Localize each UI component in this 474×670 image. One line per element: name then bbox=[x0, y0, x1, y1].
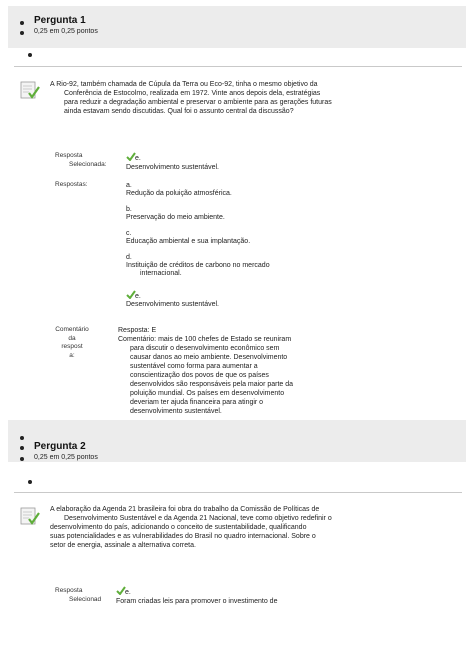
option-b-letter: b. bbox=[126, 206, 132, 213]
comment-line: sustentável como forma para aumentar a bbox=[130, 363, 258, 370]
selected-answer-label: Resposta Selecionada: bbox=[55, 152, 107, 168]
bullet-icon bbox=[20, 436, 24, 440]
comment-line: Resposta: E bbox=[118, 327, 157, 334]
comment-line: deveriam ter ajuda financeira para atingir o bbox=[130, 399, 264, 406]
option-a-letter: a. bbox=[126, 182, 132, 189]
comment-line: para discutir o desenvolvimento econômico sem bbox=[130, 345, 280, 352]
bullet-icon bbox=[20, 31, 24, 35]
question-text-line: ainda estavam sendo discutidas. Qual foi o assunto central da discussão? bbox=[64, 108, 294, 115]
bullet-icon bbox=[28, 53, 32, 57]
question-text-line: A Rio-92, também chamada de Cúpula da Terra ou Eco-92, tinha o mesmo objetivo da bbox=[50, 81, 318, 88]
question-1-text bbox=[50, 80, 460, 116]
option-c-letter: c. bbox=[126, 230, 132, 237]
selected-answer-text: Foram criadas leis para promover o investimento de bbox=[116, 598, 278, 605]
option-d-text: Instituição de créditos de carbono no mercado bbox=[126, 262, 270, 269]
comment-line: causar danos ao meio ambiente. Desenvolvimento bbox=[130, 354, 288, 361]
question-text-line: Desenvolvimento Sustentável e da Agenda 21 Nacional, teve como objetivo redefinir o bbox=[64, 515, 332, 522]
question-1-title: Pergunta 1 bbox=[34, 15, 86, 26]
option-e-letter: e. bbox=[135, 293, 141, 300]
option-e-text: Desenvolvimento sustentável. bbox=[126, 301, 219, 308]
selected-answer-text: Desenvolvimento sustentável. bbox=[126, 164, 219, 171]
selected-answer-letter: e. bbox=[125, 589, 131, 596]
comment-text bbox=[118, 326, 318, 416]
bullet-icon bbox=[20, 21, 24, 25]
question-text-line: suas potencialidades e as vulnerabilidades do Brasil no quadro internacional. Sobre o bbox=[50, 533, 316, 540]
question-text-line: desenvolvimento do país, adicionando o conceito de sustentabilidade, qualificando bbox=[50, 524, 307, 531]
comment-line: conscientização dos povos de que os países bbox=[130, 372, 269, 379]
bullet-icon bbox=[20, 446, 24, 450]
option-d-text-cont: internacional. bbox=[140, 270, 182, 277]
question-2-points: 0,25 em 0,25 pontos bbox=[34, 454, 98, 461]
selected-answer-letter: e. bbox=[135, 155, 141, 162]
question-text-line: setor de energia, assinale a alternativa correta. bbox=[50, 542, 196, 549]
option-b-text: Preservação do meio ambiente. bbox=[126, 214, 225, 221]
comment-line: poluição mundial. Os países em desenvolvimento bbox=[130, 390, 285, 397]
question-text-line: A elaboração da Agenda 21 brasileira foi obra do trabalho da Comissão de Políticas de bbox=[50, 506, 320, 513]
bullet-icon bbox=[28, 480, 32, 484]
question-correct-icon bbox=[20, 80, 40, 100]
option-a-text: Redução da poluição atmosférica. bbox=[126, 190, 232, 197]
question-text-line: para reduzir a degradação ambiental e preservar o ambiente para as gerações futuras bbox=[64, 99, 332, 106]
divider bbox=[14, 66, 462, 67]
divider bbox=[14, 492, 462, 493]
selected-answer-label: Resposta Selecionad bbox=[55, 587, 102, 603]
comment-label: Comentário da respost a: bbox=[55, 326, 89, 359]
answers-label: Respostas: bbox=[55, 181, 88, 188]
comment-line: Comentário: mais de 100 chefes de Estado se reuniram bbox=[118, 336, 292, 343]
option-c-text: Educação ambiental e sua implantação. bbox=[126, 238, 251, 245]
question-2-text bbox=[50, 505, 462, 550]
question-correct-icon bbox=[20, 506, 40, 526]
bullet-icon bbox=[20, 457, 24, 461]
comment-line: desenvolvimento sustentável. bbox=[130, 408, 222, 415]
comment-line: desenvolvidos são responsáveis pela maior parte da bbox=[130, 381, 294, 388]
option-d-letter: d. bbox=[126, 254, 132, 261]
question-2-title: Pergunta 2 bbox=[34, 441, 86, 452]
question-text-line: Conferência de Estocolmo, realizada em 1972. Vinte anos depois dela, estratégias bbox=[64, 90, 321, 97]
question-1-points: 0,25 em 0,25 pontos bbox=[34, 28, 98, 35]
